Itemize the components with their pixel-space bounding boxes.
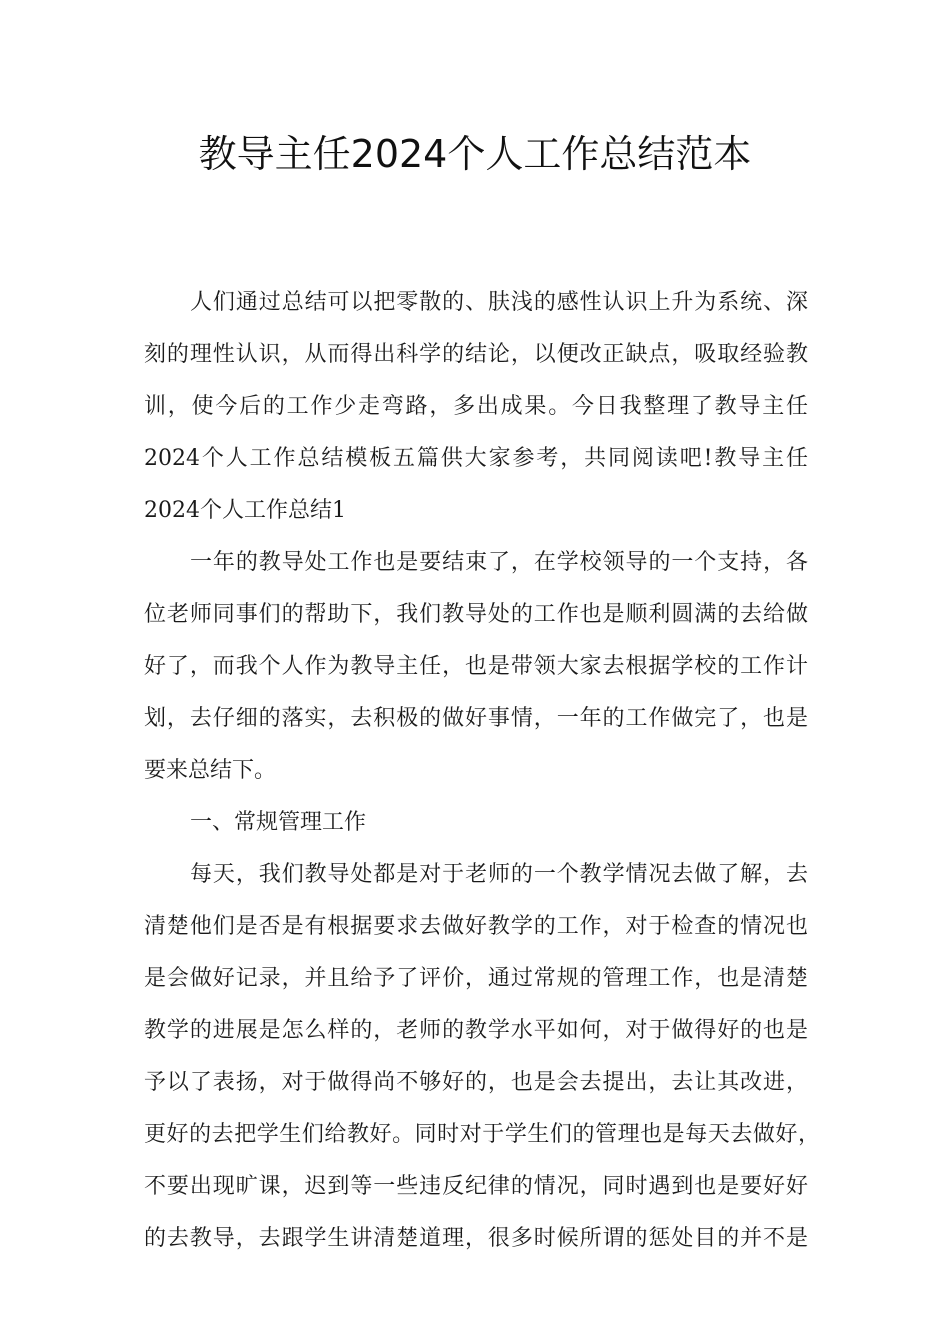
paragraph-line: 清楚他们是否是有根据要求去做好教学的工作，对于检查的情况也	[144, 914, 808, 939]
paragraph-line: 更好的去把学生们给教好。同时对于学生们的管理也是每天去做好，	[144, 1122, 820, 1147]
paragraph-line: 2024个人工作总结模板五篇供大家参考，共同阅读吧!教导主任	[144, 446, 808, 471]
paragraph-line: 2024个人工作总结1	[144, 498, 346, 523]
paragraph-line: 人们通过总结可以把零散的、肤浅的感性认识上升为系统、深	[190, 290, 808, 315]
paragraph-line: 教学的进展是怎么样的，老师的教学水平如何，对于做得好的也是	[144, 1018, 808, 1043]
paragraph-line: 不要出现旷课，迟到等一些违反纪律的情况，同时遇到也是要好好	[144, 1174, 808, 1199]
paragraph-line: 是会做好记录，并且给予了评价，通过常规的管理工作，也是清楚	[144, 966, 808, 991]
paragraph-line: 一年的教导处工作也是要结束了，在学校领导的一个支持，各	[190, 550, 808, 575]
section-heading: 一、常规管理工作	[190, 810, 367, 835]
paragraph-line: 的去教导，去跟学生讲清楚道理，很多时候所谓的惩处目的并不是	[144, 1226, 808, 1251]
paragraph-line: 训，使今后的工作少走弯路，多出成果。今日我整理了教导主任	[144, 394, 808, 419]
paragraph-line: 好了，而我个人作为教导主任，也是带领大家去根据学校的工作计	[144, 654, 808, 679]
paragraph-line: 每天，我们教导处都是对于老师的一个教学情况去做了解，去	[190, 862, 808, 887]
paragraph-line: 刻的理性认识，从而得出科学的结论，以便改正缺点，吸取经验教	[144, 342, 808, 367]
document-title: 教导主任2024个人工作总结范本	[198, 132, 752, 176]
paragraph-line: 划，去仔细的落实，去积极的做好事情，一年的工作做完了，也是	[144, 706, 808, 731]
paragraph-line: 予以了表扬，对于做得尚不够好的，也是会去提出，去让其改进，	[144, 1070, 808, 1095]
paragraph-line: 要来总结下。	[144, 758, 277, 783]
paragraph-line: 位老师同事们的帮助下，我们教导处的工作也是顺利圆满的去给做	[144, 602, 808, 627]
